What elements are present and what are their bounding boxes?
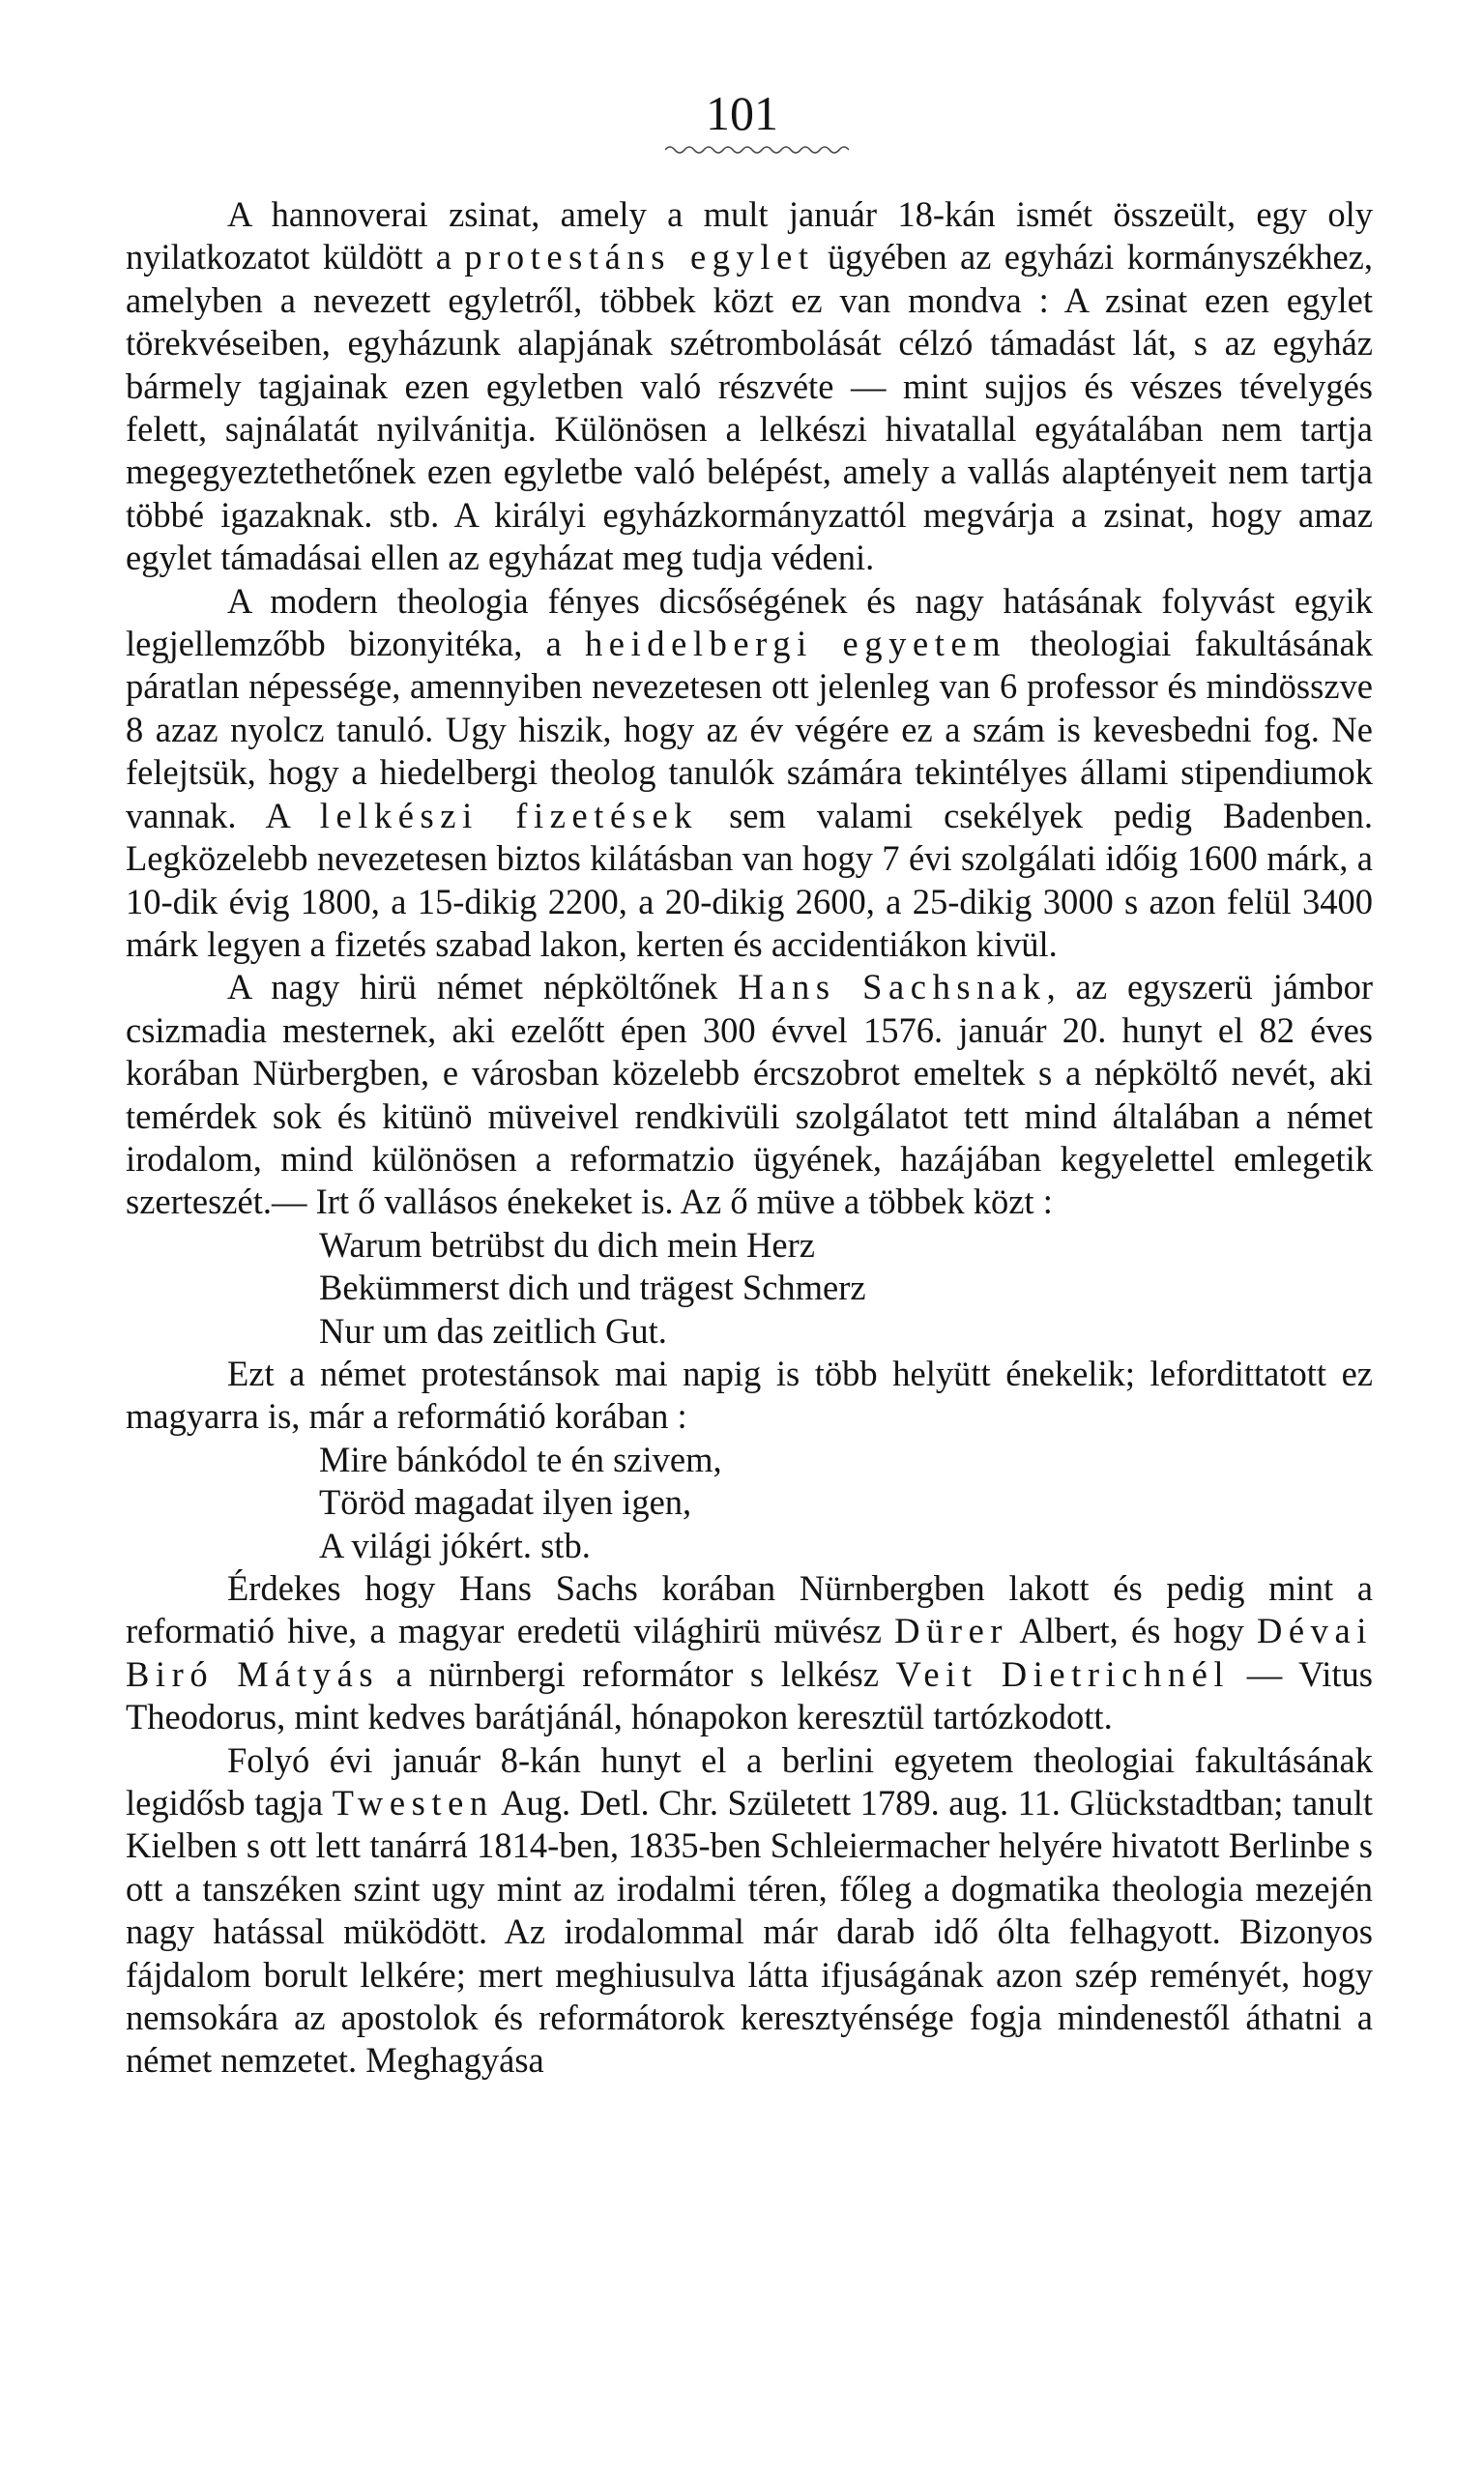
paragraph: Ezt a német protestánsok mai napig is több helyütt énekelik; lefordittatott ez magyarra is, már a reformátió korában : bbox=[126, 1353, 1373, 1437]
wavy-rule-ornament bbox=[665, 143, 849, 157]
verse-line: Töröd magadat ilyen igen, bbox=[319, 1482, 692, 1523]
paragraph: A nagy hirü német népköltőnek Hans Sachsnak, az egyszerü jámbor csizmadia mesternek, aki ezelőtt épen 300 évvel 1576. január 20. hunyt el 82 éves korában Nürbergben, e városban közelebb ércszobrot emeltek s a népköltő nevét, aki temérdek sok és kitünö müveivel rendkivüli szolgálatot tett mind általában a német irodalom, mind különösen a reformatzio ügyének, hazájában kegyelettel emlegetik szerteszét.— Irt ő vallásos énekeket is. Az ő müve a többek közt : bbox=[126, 967, 1373, 1222]
spaced-emphasis: Veit Dietrichnél bbox=[895, 1653, 1231, 1694]
spaced-emphasis: Dévai Biró Mátyás bbox=[126, 1611, 1373, 1694]
paragraph: A modern theologia fényes dicsőségének és nagy hatásának folyvást egyik legjellemzőbb bizonyitéka, a heidelbergi egyetem theologiai fakultásának páratlan népessége, amennyiben nevezetesen ott jelenleg van 6 professor és mindösszve 8 azaz nyolcz tanuló. Ugy hiszik, hogy az év végére ez a szám is kevesbedni fog. Ne felejtsük, hogy a hiedelbergi theolog tanulók számára tekintélyes állami stipendiumok vannak. A lelkészi fizetések sem valami csekélyek pedig Badenben. Legközelebb nevezetesen biztos kilátásban van hogy 7 évi szolgálati időig 1600 márk, a 10-dik évig 1800, a 15-dikig 2200, a 20-dikig 2600, a 25-dikig 3000 s azon felül 3400 márk legyen a fizetés szabad lakon, kerten és accidentiákon kivül. bbox=[126, 580, 1374, 964]
verse-line: A világi jókért. stb. bbox=[319, 1525, 591, 1565]
spaced-emphasis: Dürer bbox=[894, 1611, 1009, 1651]
paragraph: A hannoverai zsinat, amely a mult január 18-kán ismét összeült, egy oly nyilatkozatot küldött a protestáns egylet ügyében az egyházi kormányszékhez, amelyben a nevezett egyletről, többek közt ez van mondva : A zsinat ezen egylet törekvéseiben, egyházunk alapjának szétrombolását célzó támadást lát, s az egyház bármely tagjainak ezen egyletben való részvéte — mint sujjos és vészes tévelygés felett, sajnálatát nyilvánitja. Különösen a lelkészi hivatallal egyátalában nem tartja megegyeztethetőnek ezen egyletbe való belépést, amely a vallás alaptényeit nem tartja többé igazaknak. stb. A királyi egyházkormányzattól megvárja a zsinat, hogy amaz egylet támadásai ellen az egyházat meg tudja védeni. bbox=[126, 194, 1373, 578]
article-text bbox=[126, 193, 1373, 2083]
spaced-emphasis: heidelbergi egyetem bbox=[584, 624, 1007, 664]
spaced-emphasis: protestáns egylet bbox=[464, 237, 815, 277]
verse-line: Bekümmerst dich und trägest Schmerz bbox=[319, 1268, 866, 1308]
verse-line: Mire bánkódol te én szivem, bbox=[319, 1439, 722, 1479]
spaced-emphasis: Hans Sachsnak bbox=[738, 967, 1047, 1007]
spaced-emphasis: Twesten bbox=[332, 1783, 494, 1824]
verse-line: Warum betrübst du dich mein Herz bbox=[319, 1224, 815, 1265]
page-number: 101 bbox=[706, 86, 778, 140]
spaced-emphasis: lelkészi fizetések bbox=[319, 795, 699, 835]
verse-hungarian bbox=[126, 1439, 1373, 1567]
paragraph: Érdekes hogy Hans Sachs korában Nürnbergben lakott és pedig mint a reformatió hive, a magyar eredetü világhirü müvész Dürer Albert, és hogy Dévai Biró Mátyás a nürnbergi reformátor s lelkész Veit Dietrichnél — Vitus Theodorus, mint kedves barátjánál, hónapokon keresztül tartózkodott. bbox=[126, 1568, 1373, 1737]
verse-line: Nur um das zeitlich Gut. bbox=[319, 1310, 667, 1351]
verse-german bbox=[126, 1224, 1373, 1353]
paragraph: Folyó évi január 8-kán hunyt el a berlini egyetem theologiai fakultásának legidősb tagja Twesten Aug. Detl. Chr. Született 1789. aug. 11. Glückstadtban; tanult Kielben s ott lett tanárrá 1814-ben, 1835-ben Schleiermacher helyére hivatott Berlinbe s ott a tanszéken szint ugy mint az irodalmi téren, főleg a dogmatika theologia mezején nagy hatással müködött. Az irodalommal már darab idő ólta felhagyott. Bizonyos fájdalom borult lelkére; mert meghiusulva látta ifjuságának azon szép reményét, hogy nemsokára az apostolok és reformátorok keresztyénsége fogja mindenestől áthatni a német nemzetet. Meghagyása bbox=[126, 1739, 1373, 2081]
